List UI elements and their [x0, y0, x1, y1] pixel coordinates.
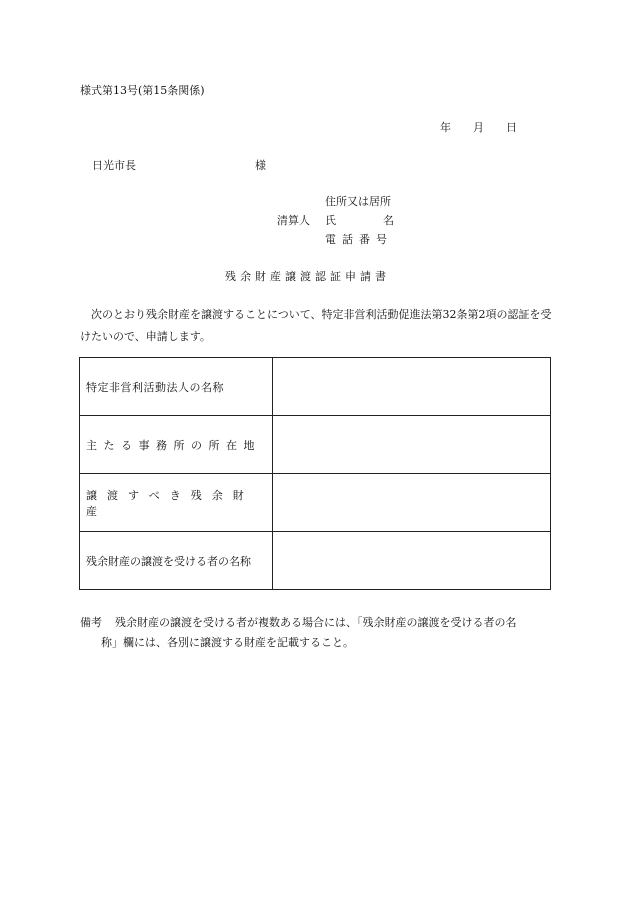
table-row — [80, 474, 551, 532]
applicant-name-label-suffix: 名 — [383, 214, 394, 227]
table-row — [80, 532, 551, 590]
applicant-role-label: 清算人 — [277, 214, 310, 227]
remarks-text-line1: 残余財産の譲渡を受ける者が複数ある場合には、「残余財産の譲渡を受ける者の名 — [115, 616, 517, 629]
row-label-assets-to-transfer: 譲渡すべき残余財産 — [80, 474, 273, 532]
field-office-location[interactable] — [273, 416, 551, 474]
row-label-corporation-name: 特定非営利活動法人の名称 — [80, 358, 273, 416]
date-year-label: 年 — [440, 121, 451, 134]
date-month-label: 月 — [473, 121, 484, 134]
field-corporation-name[interactable] — [273, 358, 551, 416]
row-label-office-location: 主たる事務所の所在地 — [80, 416, 273, 474]
addressee-name: 日光市長 — [92, 159, 136, 172]
table-row — [80, 416, 551, 474]
row-label-recipient-name: 残余財産の譲渡を受ける者の名称 — [80, 532, 273, 590]
date-day-label: 日 — [506, 121, 517, 134]
field-recipient-name[interactable] — [273, 532, 551, 590]
remarks-text-line2: 称」欄には、各別に譲渡する財産を記載すること。 — [101, 636, 354, 649]
table-row — [80, 358, 551, 416]
application-table — [79, 357, 551, 590]
document-title: 残余財産譲渡認証申請書 — [225, 270, 390, 283]
applicant-phone-label: 電話番号 — [325, 233, 393, 246]
remarks-label: 備考 — [80, 616, 102, 629]
intro-paragraph: 次のとおり残余財産を譲渡することについて、特定非営利活動促進法第32条第2項の認証を受けたいので、申請します。 — [80, 308, 552, 343]
date-line — [440, 119, 517, 135]
addressee-honorific: 様 — [255, 159, 266, 172]
applicant-address-label: 住所又は居所 — [325, 195, 391, 208]
applicant-name-label: 氏 — [325, 214, 336, 227]
form-number: 様式第13号(第15条関係) — [80, 84, 205, 97]
field-assets-to-transfer[interactable] — [273, 474, 551, 532]
